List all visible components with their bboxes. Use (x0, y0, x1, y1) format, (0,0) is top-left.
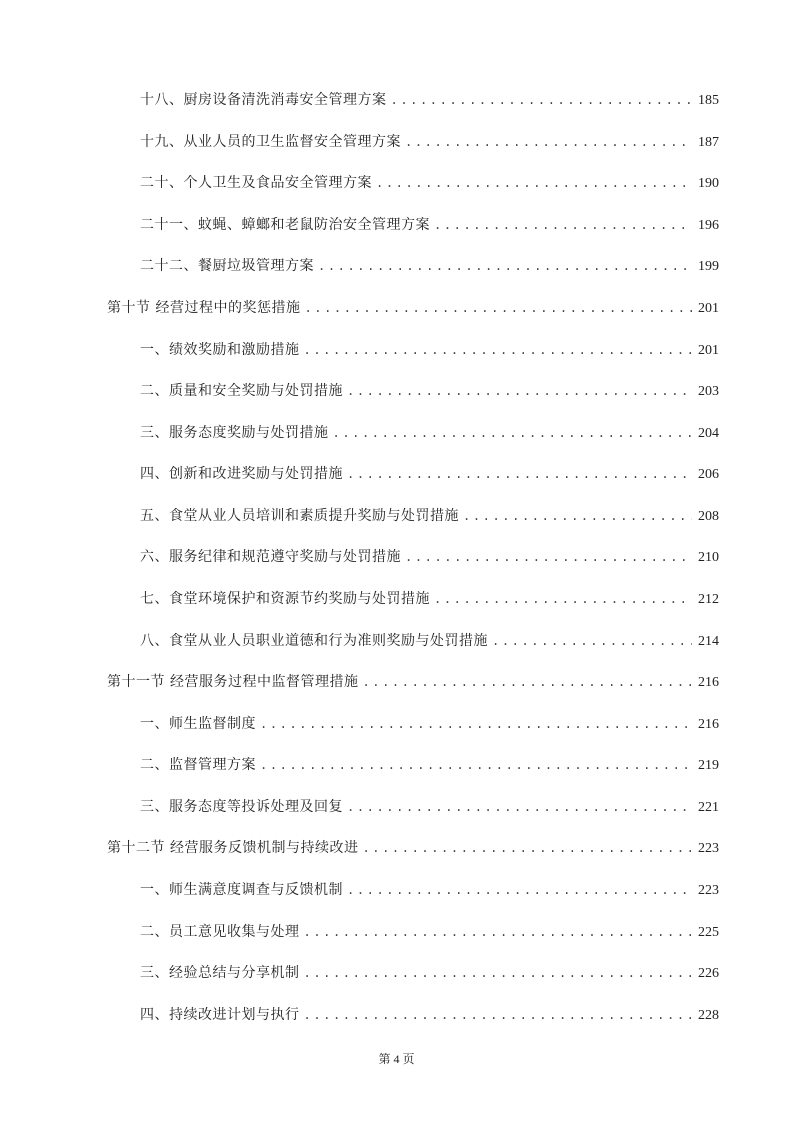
toc-entry-title: 三、经验总结与分享机制 (140, 965, 300, 981)
toc-entry[interactable] (140, 1003, 719, 1027)
toc-entry-page: 221 (698, 800, 719, 815)
toc-entry-page: 216 (698, 717, 719, 732)
toc-entry-page: 223 (698, 841, 719, 856)
toc-entry-title: 一、绩效奖励和激励措施 (140, 342, 300, 358)
toc-leader-dots (304, 296, 692, 320)
toc-entry[interactable] (140, 462, 719, 486)
toc-entry[interactable] (140, 961, 719, 985)
toc-entry-title: 二十一、蚊蝇、蟑螂和老鼠防治安全管理方案 (140, 217, 430, 233)
toc-entry-page: 216 (698, 675, 719, 690)
toc-entry-title: 五、食堂从业人员培训和素质提升奖励与处罚措施 (140, 508, 459, 524)
toc-leader-dots (333, 421, 693, 445)
toc-leader-dots (347, 462, 692, 486)
toc-entry[interactable] (140, 795, 719, 819)
toc-entry-title: 八、食堂从业人员职业道德和行为准则奖励与处罚措施 (140, 633, 488, 649)
toc-entry-title: 二十二、餐厨垃圾管理方案 (140, 258, 314, 274)
toc-entry-title: 七、食堂环境保护和资源节约奖励与处罚措施 (140, 591, 430, 607)
toc-leader-dots (405, 545, 692, 569)
toc-entry-page: 199 (698, 259, 719, 274)
toc-entry[interactable] (140, 213, 719, 237)
toc-entry-title: 一、师生监督制度 (140, 716, 256, 732)
toc-entry-title: 二、监督管理方案 (140, 757, 256, 773)
toc-entry[interactable] (140, 88, 719, 112)
toc-entry-title: 二十、个人卫生及食品安全管理方案 (140, 175, 372, 191)
toc-entry[interactable] (140, 254, 719, 278)
toc-leader-dots (362, 836, 692, 860)
toc-entry[interactable] (140, 379, 719, 403)
toc-entry[interactable] (140, 130, 719, 154)
toc-leader-dots (260, 753, 692, 777)
toc-entry[interactable] (140, 421, 719, 445)
toc-entry-page: 206 (698, 467, 719, 482)
toc-entry[interactable] (140, 920, 719, 944)
toc-entry-title: 二、质量和安全奖励与处罚措施 (140, 383, 343, 399)
toc-entry-page: 190 (698, 176, 719, 191)
toc-leader-dots (463, 504, 692, 528)
toc-leader-dots (362, 670, 692, 694)
toc-leader-dots (260, 712, 692, 736)
toc-leader-dots (304, 961, 693, 985)
toc-entry-title: 六、服务纪律和规范遵守奖励与处罚措施 (140, 549, 401, 565)
toc-leader-dots (391, 88, 693, 112)
toc-entry-title: 十八、厨房设备清洗消毒安全管理方案 (140, 92, 387, 108)
toc-entry-page: 210 (698, 550, 719, 565)
page-number-footer: 第 4 页 (378, 1052, 415, 1066)
toc-entry-page: 196 (698, 218, 719, 233)
toc-leader-dots (434, 587, 692, 611)
toc-entry-page: 203 (698, 384, 719, 399)
toc-entry-page: 223 (698, 883, 719, 898)
toc-leader-dots (304, 1003, 693, 1027)
toc-entry-page: 214 (698, 634, 719, 649)
toc-entry-title: 三、服务态度等投诉处理及回复 (140, 799, 343, 815)
toc-section-entry[interactable] (107, 836, 719, 860)
toc-entry-page: 204 (698, 426, 719, 441)
toc-leader-dots (347, 795, 692, 819)
toc-entry-page: 201 (698, 343, 719, 358)
toc-entry-title: 十九、从业人员的卫生监督安全管理方案 (140, 134, 401, 150)
toc-entry-page: 225 (698, 925, 719, 940)
toc-leader-dots (376, 171, 692, 195)
toc-entry-page: 219 (698, 758, 719, 773)
toc-leader-dots (318, 254, 692, 278)
toc-entry-page: 226 (698, 966, 719, 981)
toc-entry-title: 四、创新和改进奖励与处罚措施 (140, 466, 343, 482)
toc-entry-title: 第十二节 经营服务反馈机制与持续改进 (107, 840, 359, 856)
toc-entry[interactable] (140, 545, 719, 569)
toc-entry[interactable] (140, 629, 719, 653)
toc-leader-dots (405, 130, 692, 154)
toc-entry-page: 187 (698, 135, 719, 150)
toc-entry[interactable] (140, 878, 719, 902)
toc-entry[interactable] (140, 504, 719, 528)
toc-entry-title: 四、持续改进计划与执行 (140, 1007, 300, 1023)
toc-entry-page: 228 (698, 1008, 719, 1023)
toc-leader-dots (347, 878, 692, 902)
toc-entry[interactable] (140, 712, 719, 736)
toc-leader-dots (492, 629, 692, 653)
toc-entry[interactable] (140, 587, 719, 611)
toc-leader-dots (304, 920, 693, 944)
toc-leader-dots (434, 213, 692, 237)
toc-entry-page: 212 (698, 592, 719, 607)
toc-entry-title: 一、师生满意度调查与反馈机制 (140, 882, 343, 898)
toc-entry-title: 三、服务态度奖励与处罚措施 (140, 425, 329, 441)
toc-entry-title: 第十节 经营过程中的奖惩措施 (107, 300, 301, 316)
toc-entry[interactable] (140, 338, 719, 362)
toc-section-entry[interactable] (107, 670, 719, 694)
toc-entry-page: 208 (698, 509, 719, 524)
toc-leader-dots (304, 338, 693, 362)
toc-leader-dots (347, 379, 692, 403)
toc-entry-page: 185 (698, 93, 719, 108)
toc-entry[interactable] (140, 753, 719, 777)
toc-entry-title: 二、员工意见收集与处理 (140, 924, 300, 940)
toc-entry-page: 201 (698, 301, 719, 316)
toc-section-entry[interactable] (107, 296, 719, 320)
toc-entry[interactable] (140, 171, 719, 195)
toc-entry-title: 第十一节 经营服务过程中监督管理措施 (107, 674, 359, 690)
